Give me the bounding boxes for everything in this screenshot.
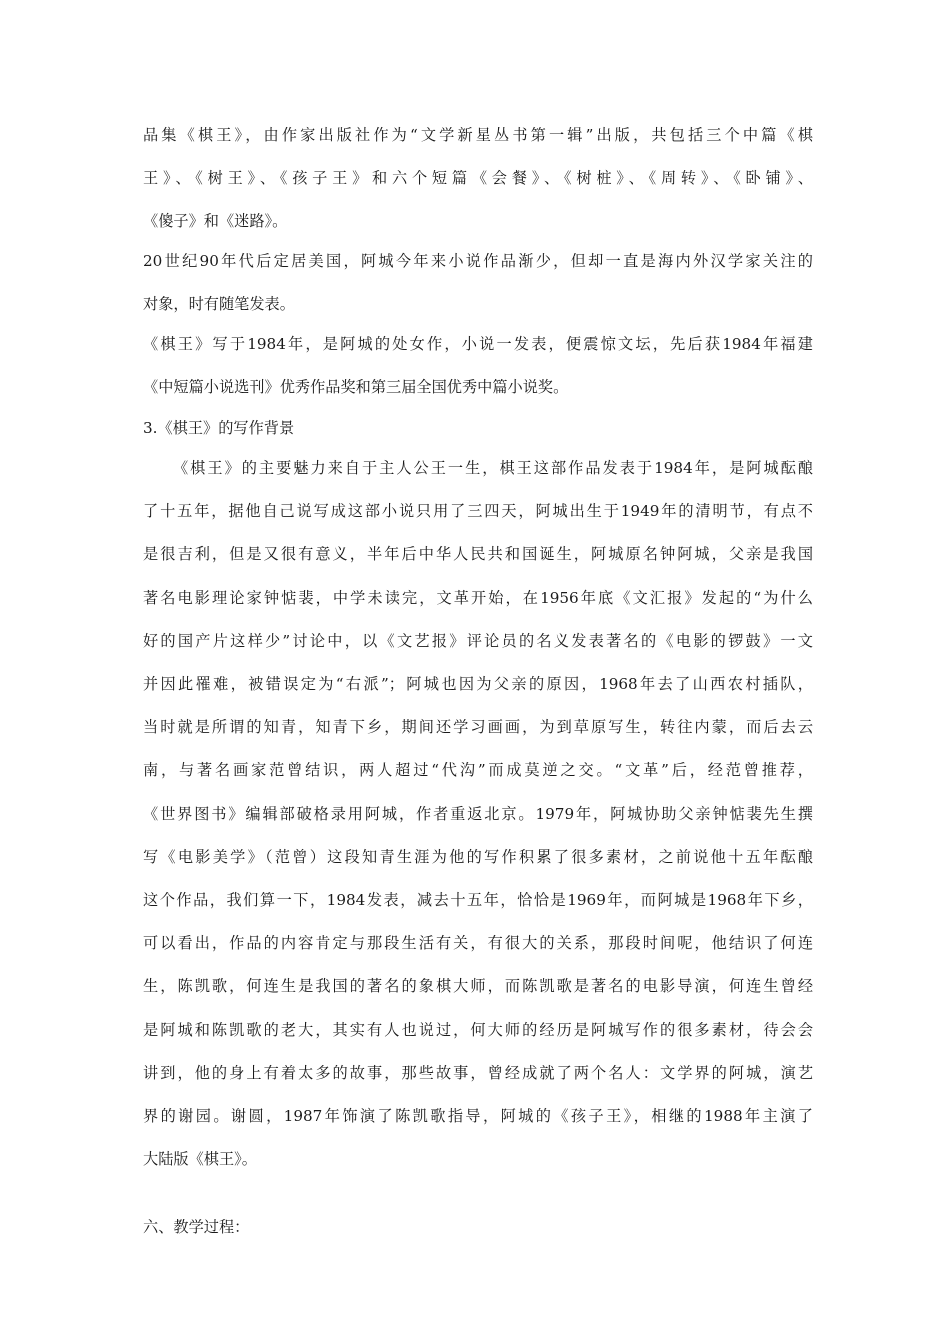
text-line: 好的国产片这样少”讨论中，以《文艺报》评论员的名义发表著名的《电影的锣鼓》一文 <box>143 631 813 650</box>
text-line: 这个作品，我们算一下，1984发表，减去十五年，恰恰是1969年，而阿城是1968年下乡， <box>143 890 813 909</box>
text-line: 写《电影美学》（范曾）这段知青生涯为他的写作积累了很多素材，之前说他十五年酝酿 <box>143 847 813 866</box>
text-line: 《棋王》的主要魅力来自于主人公王一生，棋王这部作品发表于1984年，是阿城酝酿 <box>173 459 813 478</box>
text-line: 讲到，他的身上有着太多的故事，那些故事，曾经成就了两个名人：文学界的阿城，演艺 <box>143 1063 813 1082</box>
intro-paragraph <box>143 122 813 236</box>
text-line: 《世界图书》编辑部破格录用阿城，作者重返北京。1979年，阿城协助父亲钟惦裴先生撰 <box>143 804 813 823</box>
text-line: 生，陈凯歌，何连生是我国的著名的象棋大师，而陈凯歌是著名的电影导演，何连生曾经 <box>143 977 813 996</box>
text-line: 《傻子》和《迷路》。 <box>143 212 288 231</box>
text-line: 当时就是所谓的知青，知青下乡，期间还学习画画，为到草原写生，转往内蒙，而后去云 <box>143 718 813 737</box>
section-heading-teaching-process: 六、教学过程： <box>143 1217 250 1236</box>
text-line: 20世纪90年代后定居美国，阿城今年来小说作品渐少，但却一直是海内外汉学家关注的 <box>143 252 813 271</box>
text-line: 南，与著名画家范曾结识，两人超过“代沟”而成莫逆之交。“文革”后，经范曾推荐， <box>143 761 813 780</box>
text-line: 《棋王》写于1984年，是阿城的处女作，小说一发表，便震惊文坛，先后获1984年福建 <box>143 335 813 354</box>
text-line: 界的谢园。谢圆，1987年饰演了陈凯歌指导，阿城的《孩子王》，相继的1988年主演了 <box>143 1106 813 1125</box>
text-line: 是很吉利，但是又很有意义，半年后中华人民共和国诞生，阿城原名钟阿城，父亲是我国 <box>143 545 813 564</box>
text-line: 了十五年，据他自己说写成这部小说只用了三四天，阿城出生于1949年的清明节，有点不 <box>143 502 813 521</box>
text-line: 《中短篇小说选刊》优秀作品奖和第三届全国优秀中篇小说奖。 <box>143 378 569 397</box>
text-line: 王》、《树王》、《孩子王》和六个短篇《会餐》、《树桩》、《周转》、《卧铺》、 <box>143 169 813 188</box>
section-heading-writing-background: 3.《棋王》的写作背景 <box>143 419 295 438</box>
paragraph-1984 <box>143 331 813 402</box>
text-line: 是阿城和陈凯歌的老大，其实有人也说过，何大师的经历是阿城写作的很多素材，待会会 <box>143 1020 813 1039</box>
text-line: 著名电影理论家钟惦裴，中学未读完，文革开始，在1956年底《文汇报》发起的“为什么 <box>143 588 813 607</box>
paragraph-writing-background <box>143 455 813 1174</box>
document-body <box>143 122 813 1241</box>
paragraph-1990s <box>143 248 813 319</box>
text-line: 可以看出，作品的内容肯定与那段生活有关，有很大的关系，那段时间呢，他结识了何连 <box>143 934 813 953</box>
text-line: 大陆版《棋王》。 <box>143 1150 257 1169</box>
text-line: 并因此罹难，被错误定为“右派”；阿城也因为父亲的原因，1968年去了山西农村插队， <box>143 675 813 694</box>
text-line: 对象，时有随笔发表。 <box>143 295 295 314</box>
text-line: 品集《棋王》，由作家出版社作为“文学新星丛书第一辑”出版，共包括三个中篇《棋 <box>143 126 813 144</box>
